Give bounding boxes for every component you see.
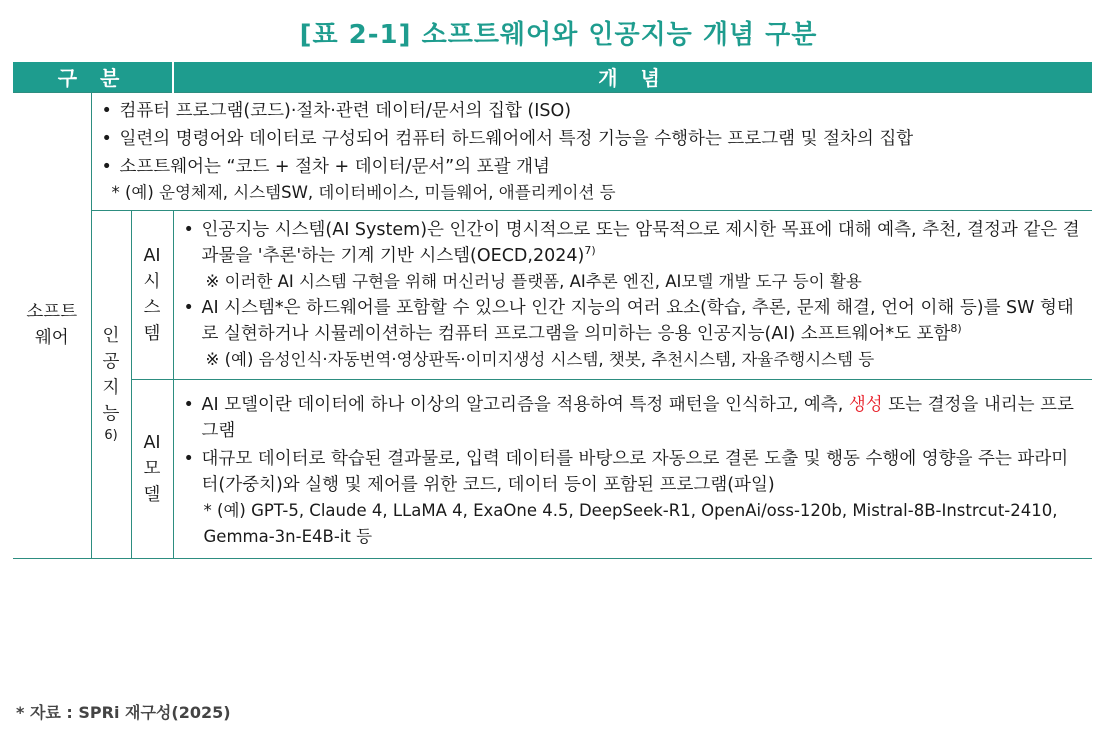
- ai-system-bullet-text: AI 시스템*은 하드웨어를 포함할 수 있으나 인간 지능의 여러 요소(학습, 추론, 문제 해결, 언어 이해 등)를 SW 형태로 실현하거나 시뮬레이션하는 컴퓨터 프로그램을 의미하는 응용 인공지능(AI) 소프트웨어*도 포함: [201, 297, 1074, 344]
- source-note: * 자료 : SPRi 재구성(2025): [16, 703, 231, 722]
- ai-model-label: [131, 379, 173, 558]
- table-title: [표 2-1] 소프트웨어와 인공지능 개념 구분: [299, 20, 818, 50]
- ai-system-label: [131, 210, 173, 379]
- ai-model-content: [173, 379, 1092, 558]
- ai-system-label-char: 시: [143, 271, 161, 292]
- footnote-ref: 8): [950, 321, 962, 335]
- ai-system-row: [13, 210, 1092, 379]
- software-row: [13, 92, 1092, 210]
- ai-label-char: 능: [102, 404, 120, 424]
- ai-system-bullet: [184, 217, 1082, 269]
- table-header-row: [13, 62, 1092, 92]
- ai-label-char: 지: [102, 378, 120, 398]
- ai-system-note: ※ (예) 음성인식·자동번역·영상판독·이미지생성 시스템, 챗봇, 추천시스템, 자율주행시스템 등: [205, 349, 875, 369]
- ai-model-bullet-text: AI 모델이란 데이터에 하나 이상의 알고리즘을 적용하여 특정 패턴을 인식하고, 예측,: [201, 394, 849, 415]
- software-label-line1: 소프트: [26, 302, 78, 322]
- ai-system-label-char: 스: [143, 297, 161, 318]
- ai-model-label-char: 모: [143, 458, 161, 479]
- ai-model-bullet: • 대규모 데이터로 학습된 결과물로, 입력 데이터를 바탕으로 자동으로 결론 도출 및 행동 수행에 영향을 주는 파라미터(가중치)와 실행 및 제어를 위한 코드, 데이터 등이 포함된 프로그램(파일): [184, 446, 1082, 498]
- header-concept: 개 념: [173, 62, 1092, 92]
- ai-system-content: [173, 210, 1092, 379]
- ai-label: [91, 210, 131, 558]
- highlight-text: 생성: [848, 394, 883, 415]
- ai-system-bullet: [184, 295, 1082, 347]
- concept-table: [13, 62, 1092, 559]
- software-content: [91, 92, 1092, 210]
- ai-model-label-char: 델: [143, 484, 161, 505]
- software-example: * (예) 운영체제, 시스템SW, 데이터베이스, 미들웨어, 애플리케이션 등: [111, 182, 616, 202]
- software-bullet: • 소프트웨어는 “코드 + 절차 + 데이터/문서”의 포괄 개념: [102, 154, 1083, 180]
- ai-label-char: 인: [102, 326, 120, 346]
- ai-model-bullet-text: 또는 결정을 내리는 프로그램: [201, 394, 1074, 441]
- software-bullet: • 일련의 명령어와 데이터로 구성되어 컴퓨터 하드웨어에서 특정 기능을 수행하는 프로그램 및 절차의 집합: [102, 126, 1083, 152]
- ai-model-bullet: [184, 392, 1082, 444]
- ai-system-label-char: AI: [143, 245, 161, 266]
- ai-model-example: * (예) GPT-5, Claude 4, LLaMA 4, ExaOne 4.5, DeepSeek-R1, OpenAi/oss-120b, Mistral-8B-Instrcut-2410, Gemma-3n-E4B-it 등: [203, 500, 1058, 546]
- ai-model-label-char: AI: [143, 432, 161, 453]
- ai-system-note: ※ 이러한 AI 시스템 구현을 위해 머신러닝 플랫폼, AI추론 엔진, AI모델 개발 도구 등이 활용: [205, 271, 862, 291]
- ai-model-row: [13, 379, 1092, 558]
- footnote-ref: 7): [584, 243, 596, 257]
- ai-label-char: 공: [102, 352, 120, 372]
- software-bullet: • 컴퓨터 프로그램(코드)·절차·관련 데이터/문서의 집합 (ISO): [102, 98, 1083, 124]
- ai-system-label-char: 템: [143, 323, 161, 344]
- ai-label-footnote: 6): [104, 428, 118, 443]
- ai-system-bullet-text: 인공지능 시스템(AI System)은 인간이 명시적으로 또는 암묵적으로 제시한 목표에 대해 예측, 추천, 결정과 같은 결과물을 '추론'하는 기계 기반 시스템(OECD,2024): [201, 219, 1080, 266]
- software-label: [13, 92, 91, 558]
- software-label-line2: 웨어: [34, 328, 69, 348]
- header-category: 구 분: [13, 62, 173, 92]
